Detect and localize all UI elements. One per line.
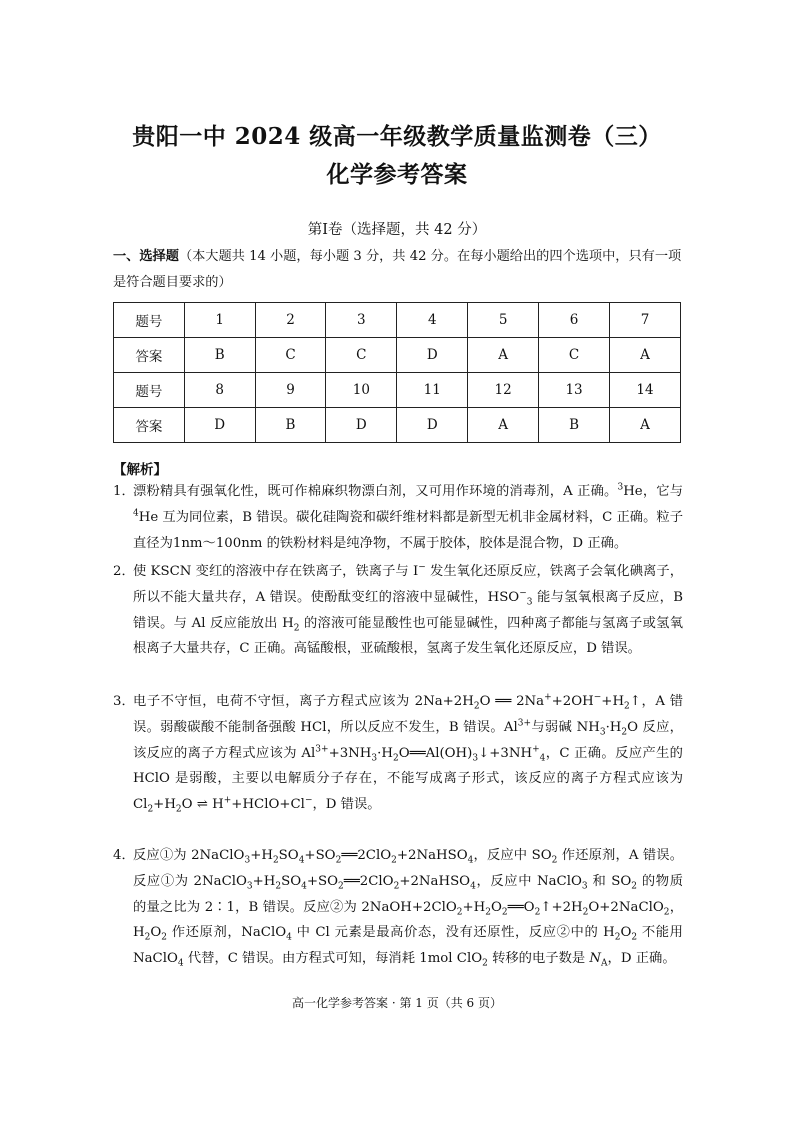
text-run: ↑，A 错误。弱酸碳酸不能制备强酸 HCl，所以反应不发生，B 错误。Al	[133, 694, 683, 735]
subscript: 3	[371, 753, 378, 764]
subscript: 3	[526, 597, 533, 608]
text-run: ，C 正确。反应产生的 HClO 是弱酸，主要以电解质分子存在，不能写成离子形式，该反应的离子方程式应该为 Cl	[133, 745, 683, 813]
text-run: He 互为同位素，B 错误。碳化硅陶瓷和碳纤维材料都是新型无机非金属材料，C 正确。粒子直径为1nm～100nm 的铁粉材料是纯净物，不属于胶体，胶体是混合物，D 正确。	[133, 509, 683, 551]
table-cell: 13	[539, 373, 610, 408]
subscript: 2	[456, 907, 463, 918]
text-run: 和 SO	[587, 873, 632, 889]
subscript: 2	[293, 623, 300, 634]
table-cell: D	[397, 408, 468, 443]
text-run: O ⇌ H	[181, 797, 224, 813]
table-row	[114, 338, 681, 373]
text-run: +H	[252, 873, 276, 889]
table-cell: A	[468, 338, 539, 373]
answer-table	[113, 302, 681, 443]
table-row	[114, 408, 681, 443]
table-cell: 2	[255, 303, 326, 338]
subscript: 2	[663, 907, 670, 918]
text-run: O+2NaClO	[588, 899, 664, 915]
text-run: +2NaHSO	[396, 848, 468, 863]
subscript: 2	[272, 855, 279, 866]
analysis-heading: 【解析】	[113, 462, 167, 478]
text-run: ，D 错误。	[312, 797, 381, 813]
table-cell: 8	[184, 373, 255, 408]
table-cell: A	[610, 408, 681, 443]
table-cell: 11	[397, 373, 468, 408]
subscript: 3	[581, 881, 588, 892]
subscript: 3	[246, 881, 253, 892]
text-run: O ══ 2Na	[479, 694, 545, 709]
text-run: +SO	[304, 848, 336, 863]
superscript: +	[532, 744, 540, 755]
text-run: +HClO+Cl	[231, 797, 305, 813]
subscript: 3	[244, 855, 251, 866]
subscript: 2	[631, 933, 638, 944]
table-cell: 3	[326, 303, 397, 338]
subscript: 4	[177, 958, 184, 969]
table-cell: 答案	[114, 408, 185, 443]
subscript: 3	[472, 753, 479, 764]
text-run: 中 Cl 元素是最高价态，没有还原性，反应②中的 H	[291, 925, 615, 941]
table-cell: 10	[326, 373, 397, 408]
table-cell: 答案	[114, 338, 185, 373]
subscript: 2	[338, 881, 344, 892]
table-cell: 7	[610, 303, 681, 338]
table-row	[114, 303, 681, 338]
table-cell: A	[610, 338, 681, 373]
text-run: ══2ClO	[341, 848, 392, 863]
subscript: 2	[275, 881, 282, 892]
table-cell: D	[184, 408, 255, 443]
page-footer: 高一化学参考答案 · 第 1 页（共 6 页）	[292, 996, 502, 1010]
text-run: SO	[281, 873, 302, 889]
text-run: ══2ClO	[343, 873, 394, 889]
superscript: −	[304, 795, 313, 806]
text-run: 发生氧化还原反应，铁离子会氧化碘离子，所以不能大量共存，A 错误。使酚酞变红的溶液中显碱性，HSO	[133, 564, 683, 605]
subscript: 2	[621, 727, 628, 738]
item-text	[133, 479, 683, 556]
superscript: −	[593, 692, 602, 703]
text-run: O	[491, 899, 502, 915]
text-run: ，H	[133, 899, 683, 941]
table-cell: C	[255, 338, 326, 373]
table-cell: 题号	[114, 303, 185, 338]
superscript: +	[223, 795, 232, 806]
intro-label: 一、选择题	[113, 249, 179, 264]
text-run: O 反应，该反应的离子方程式应该为 Al	[133, 719, 683, 761]
superscript: −	[519, 588, 527, 599]
text-run: 的溶液可能显酸性也可能显碱性，四种离子都能与氢离子或氢氧根离子大量共存，C 正确。高锰酸根，亚硫酸根，氢离子发生氧化还原反应，D 错误。	[133, 615, 683, 657]
subscript: 2	[335, 855, 342, 866]
text-run: 作还原剂，NaClO	[166, 925, 287, 941]
text-run: 使 KSCN 变红的溶液中存在铁离子，铁离子与 I	[133, 564, 419, 579]
subscript: 2	[473, 701, 480, 712]
superscript: 3+	[517, 718, 532, 729]
text-run: O══Al(OH)	[398, 745, 473, 761]
intro-text: （本大题共 14 小题，每小题 3 分，共 42 分。在每小题给出的四个选项中，只有一项是符合题目要求的）	[113, 249, 682, 290]
text-run: 与弱碱 NH	[531, 719, 600, 735]
subscript: 2	[582, 907, 589, 918]
table-cell: A	[468, 408, 539, 443]
text-run: O	[620, 925, 632, 941]
table-cell: C	[539, 338, 610, 373]
subscript: 4	[286, 933, 292, 944]
item-number: 2．	[113, 564, 135, 579]
table-cell: 12	[468, 373, 539, 408]
section-intro	[113, 244, 683, 296]
italic-symbol: N	[589, 951, 602, 967]
text-run: 作还原剂，A 错误。反应①为 2NaClO	[133, 848, 684, 889]
text-run: 代替，C 错误。由方程式可知，每消耗 1mol ClO	[183, 951, 483, 967]
subscript: 4	[301, 881, 307, 892]
text-run: He，它与	[623, 484, 683, 499]
page-subtitle: 化学参考答案	[326, 161, 468, 188]
text-run: 电子不守恒，电荷不守恒，离子方程式应该为 2Na+2H	[133, 694, 474, 709]
text-run: +2NaHSO	[399, 873, 471, 889]
subscript: A	[601, 958, 608, 969]
subscript: 2	[144, 933, 151, 944]
item-text	[133, 843, 683, 972]
page-title: 贵阳一中 2024 级高一年级教学质量监测卷（三）	[132, 123, 662, 150]
table-cell: 6	[539, 303, 610, 338]
text-run: SO	[278, 848, 299, 863]
subscript: 2	[482, 958, 488, 969]
table-cell: 14	[610, 373, 681, 408]
text-run: ↓+3NH	[478, 745, 533, 761]
subscript: 2	[161, 933, 167, 944]
text-run: 漂粉精具有强氧化性，既可作棉麻织物漂白剂，又可用作环境的消毒剂，A 正确。	[133, 484, 618, 499]
text-run: 反应①为 2NaClO	[133, 848, 245, 863]
subscript: 4	[539, 753, 546, 764]
table-cell: D	[397, 338, 468, 373]
table-cell: B	[184, 338, 255, 373]
analysis-item-2	[113, 559, 683, 662]
table-cell: B	[539, 408, 610, 443]
text-run: +SO	[306, 873, 339, 889]
table-cell: 1	[184, 303, 255, 338]
subscript: 2	[614, 933, 621, 944]
subscript: 2	[501, 907, 508, 918]
text-run: ，D 正确。	[607, 951, 676, 967]
subscript: 2	[485, 907, 492, 918]
superscript: 4	[133, 508, 139, 519]
text-run: ·H	[605, 719, 622, 735]
superscript: −	[418, 562, 426, 573]
text-run: O	[150, 925, 162, 941]
subscript: 4	[470, 881, 476, 892]
table-cell: 9	[255, 373, 326, 408]
text-run: +H	[601, 694, 625, 709]
superscript: 3	[617, 482, 624, 493]
subscript: 2	[175, 804, 182, 815]
text-run: ，反应中 NaClO	[475, 873, 582, 889]
subscript: 2	[534, 907, 541, 918]
text-run: +3NH	[328, 745, 372, 761]
subscript: 2	[551, 855, 558, 866]
text-run: ══O	[507, 899, 535, 915]
analysis-item-4	[113, 843, 683, 972]
text-run: 的物质的量之比为 2∶1，B 错误。反应②为 2NaOH+2ClO	[133, 873, 683, 915]
text-run: ·H	[377, 745, 393, 761]
subscript: 2	[393, 881, 400, 892]
text-run: ↑+2H	[540, 899, 583, 915]
text-run: 能与氢氧根离子反应，B 错误。与 Al 反应能放出 H	[133, 589, 684, 631]
subscript: 4	[298, 855, 305, 866]
subscript: 2	[392, 753, 399, 764]
item-number: 3．	[113, 694, 135, 709]
analysis-item-1	[113, 479, 683, 556]
text-run: +H	[153, 797, 176, 813]
item-number: 4．	[113, 848, 135, 863]
subscript: 2	[631, 881, 637, 892]
subscript: 2	[624, 701, 630, 712]
superscript: +	[544, 692, 552, 703]
table-cell: D	[326, 408, 397, 443]
subscript: 2	[147, 804, 154, 815]
table-cell: 4	[397, 303, 468, 338]
table-cell: 题号	[114, 373, 185, 408]
table-cell: C	[326, 338, 397, 373]
section-title: 第Ⅰ卷（选择题，共 42 分）	[307, 222, 487, 238]
table-cell: 5	[468, 303, 539, 338]
text-run: 不能用 NaClO	[133, 925, 683, 967]
subscript: 2	[391, 855, 397, 866]
text-run: +H	[462, 899, 486, 915]
text-run: +2OH	[551, 694, 594, 709]
subscript: 3	[599, 727, 606, 738]
item-text	[133, 689, 683, 818]
superscript: 3+	[315, 744, 329, 755]
table-row	[114, 373, 681, 408]
text-run: 转移的电子数是	[487, 951, 590, 967]
analysis-item-3	[113, 689, 683, 818]
item-number: 1．	[113, 484, 135, 499]
item-text	[133, 559, 683, 662]
text-run: +H	[250, 848, 273, 863]
table-cell: B	[255, 408, 326, 443]
text-run: ，反应中 SO	[473, 848, 552, 863]
subscript: 4	[467, 855, 474, 866]
